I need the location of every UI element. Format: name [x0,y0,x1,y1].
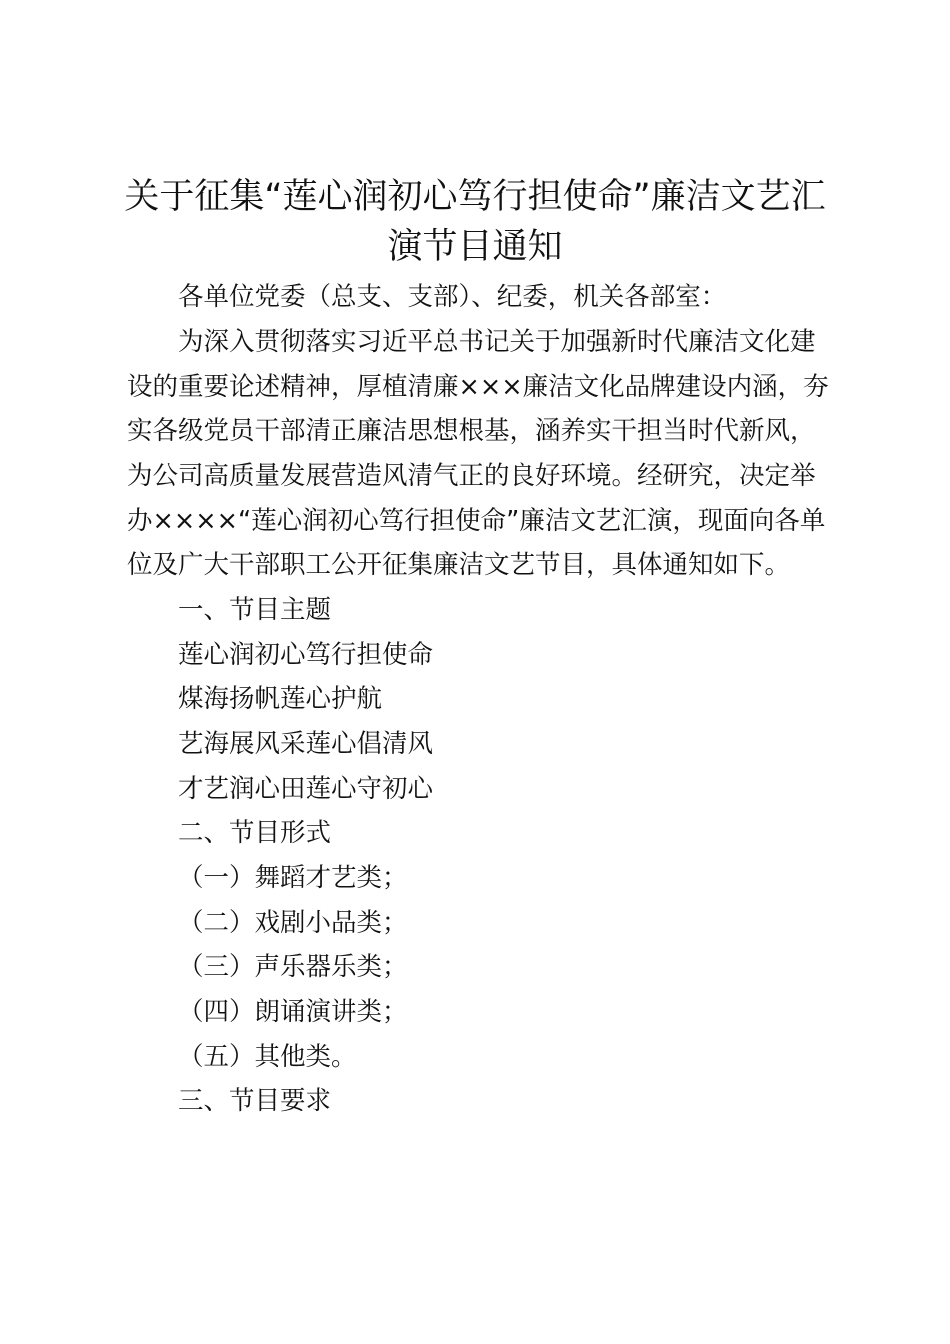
form-item: （四）朗诵演讲类； [178,997,408,1027]
intro-line-2: 设的重要论述精神，厚植清廉×××廉洁文化品牌建设内涵，夯 [127,372,829,402]
section-heading-requirements: 三、节目要求 [178,1086,332,1116]
theme-item: 煤海扬帆莲心护航 [178,684,383,714]
theme-item: 莲心润初心笃行担使命 [178,640,434,670]
form-item: （五）其他类。 [178,1042,357,1072]
document-title-line-2: 演节目通知 [387,227,563,267]
intro-line-5: 办××××“莲心润初心笃行担使命”廉洁文艺汇演，现面向各单 [127,506,826,536]
section-heading-theme: 一、节目主题 [178,595,332,625]
salutation: 各单位党委（总支、支部）、纪委，机关各部室： [178,282,727,312]
intro-line-6: 位及广大干部职工公开征集廉洁文艺节目，具体通知如下。 [127,550,791,580]
form-item: （一）舞蹈才艺类； [178,863,408,893]
form-item: （二）戏剧小品类； [178,908,408,938]
intro-line-3: 实各级党员干部清正廉洁思想根基，涵养实干担当时代新风， [127,416,816,446]
intro-line-1: 为深入贯彻落实习近平总书记关于加强新时代廉洁文化建 [178,327,816,357]
form-item: （三）声乐器乐类； [178,952,408,982]
theme-item: 艺海展风采莲心倡清风 [178,729,434,759]
section-heading-form: 二、节目形式 [178,818,332,848]
intro-line-4: 为公司高质量发展营造风清气正的良好环境。经研究，决定举 [127,461,816,491]
theme-item: 才艺润心田莲心守初心 [178,774,434,804]
document-title-line-1: 关于征集“莲心润初心笃行担使命”廉洁文艺汇 [124,177,826,217]
